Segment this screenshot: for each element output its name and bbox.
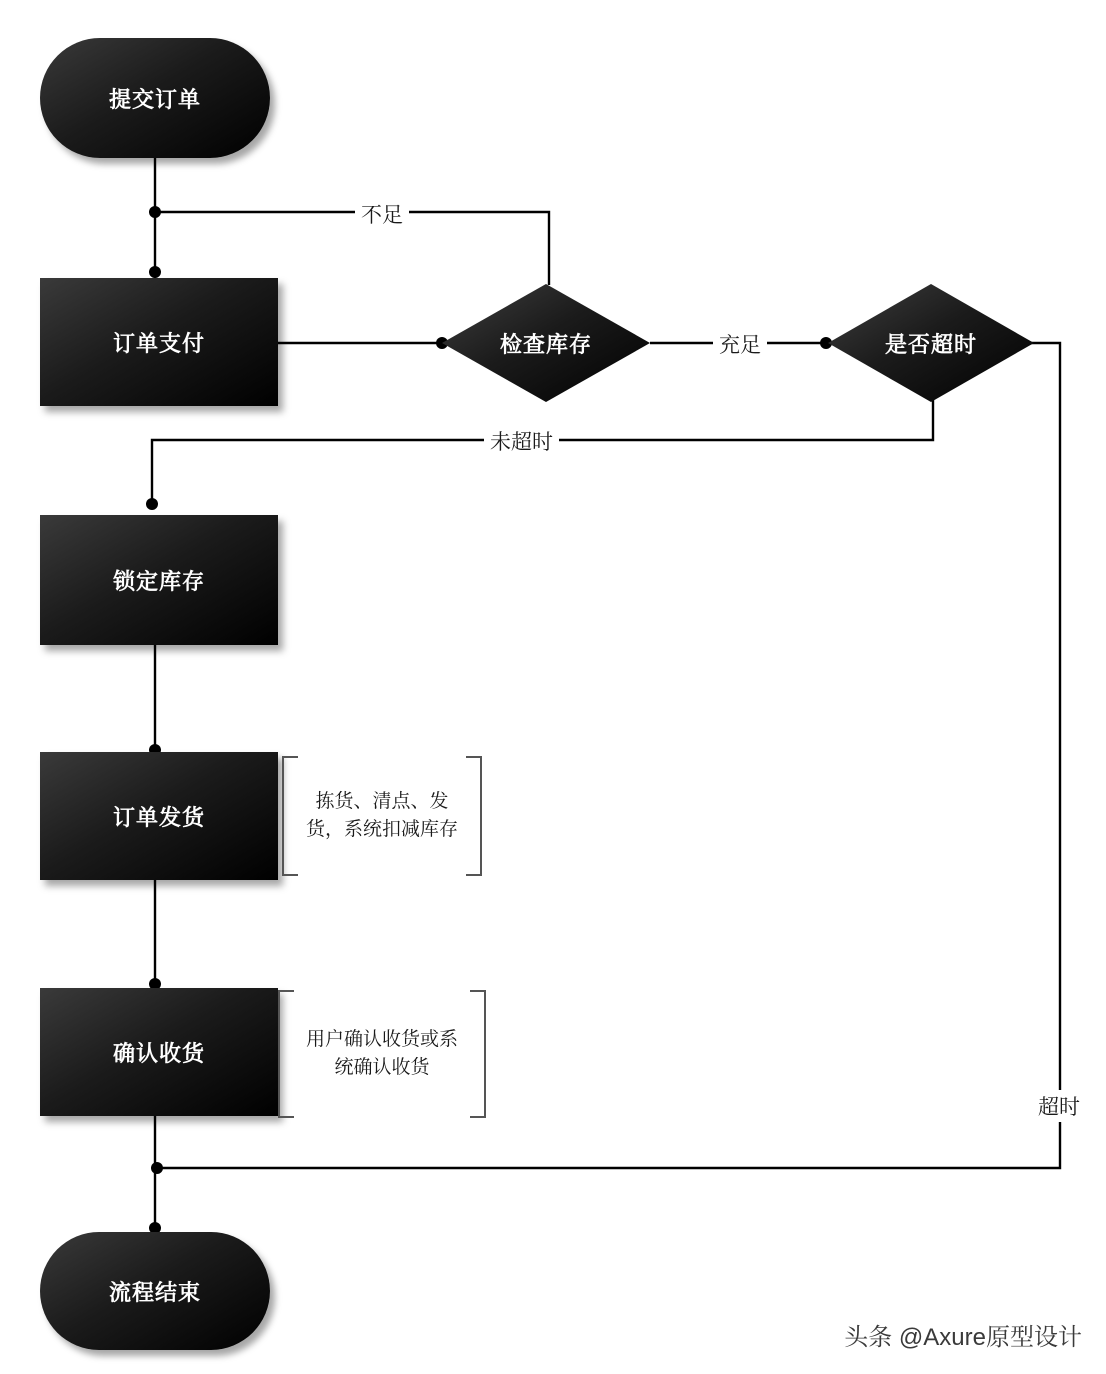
bracket-right: [470, 990, 486, 1118]
watermark: 头条 @Axure原型设计: [844, 1324, 1082, 1351]
node-label: 流程结束: [108, 1279, 201, 1305]
node-label: 提交订单: [108, 86, 201, 112]
bracket-right: [466, 756, 482, 876]
node-submit-order[interactable]: [40, 38, 270, 158]
node-order-shipment[interactable]: [40, 752, 278, 880]
node-lock-stock[interactable]: [40, 515, 278, 645]
edge-label-insufficient: 不足: [355, 198, 409, 230]
bracket-left: [282, 756, 298, 876]
note-confirm: [278, 990, 486, 1118]
node-label: 是否超时: [884, 331, 977, 357]
note-text: 用户确认收货或系统确认收货: [305, 1029, 458, 1078]
node-label: 检查库存: [499, 331, 592, 357]
node-label: 确认收货: [112, 1040, 205, 1066]
node-is-timeout[interactable]: [828, 284, 1034, 402]
note-shipment: [282, 756, 482, 876]
node-label: 锁定库存: [112, 568, 205, 594]
edge-label-sufficient: 充足: [713, 328, 767, 360]
node-process-end[interactable]: [40, 1232, 270, 1350]
node-label: 订单支付: [112, 330, 205, 356]
node-confirm-receipt[interactable]: [40, 988, 278, 1116]
note-text: 拣货、清点、发货，系统扣减库存: [305, 791, 458, 840]
edge-label-not-timeout: 未超时: [484, 425, 559, 457]
node-check-stock[interactable]: [442, 284, 650, 402]
node-order-payment[interactable]: [40, 278, 278, 406]
bracket-left: [278, 990, 294, 1118]
edge-label-is-timeout: 超时: [1032, 1090, 1086, 1122]
node-label: 订单发货: [112, 804, 205, 830]
